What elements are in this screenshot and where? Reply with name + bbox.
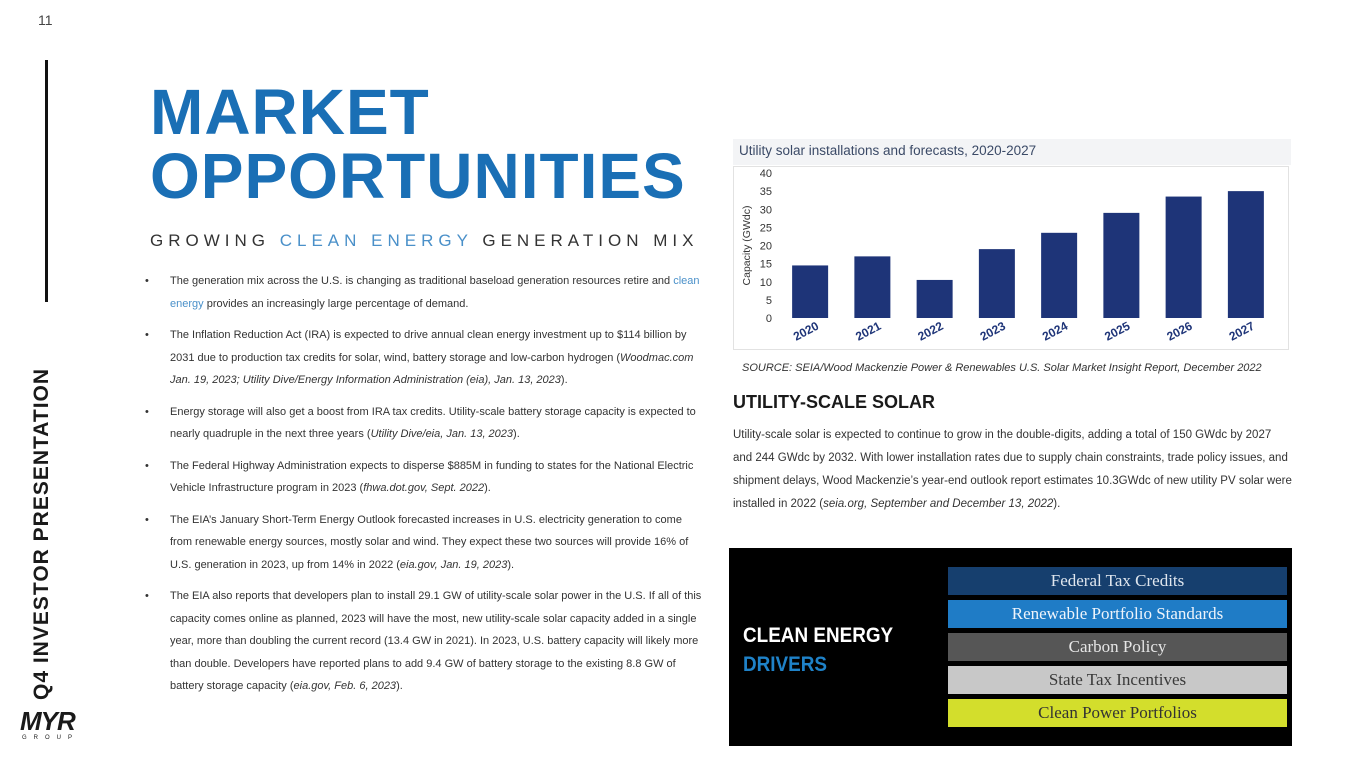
drivers-title-line-1: CLEAN ENERGY [743,624,894,647]
y-tick-label: 15 [759,258,772,271]
drivers-title-line-2: DRIVERS [743,653,828,676]
bullet-text-segment: The Inflation Reduction Act (IRA) is expected to drive annual clean energy investment up to $114 billion by 2031 due to production tax credits for solar, wind, battery storage and low-carbon hydrogen ( [170,329,687,364]
bullet-text-segment: The EIA’s January Short-Term Energy Outlook forecasted increases in U.S. electricity generation to come from renewable energy sources, mostly solar and wind. They expect these two sources will provide 16% of U.S. generation in 2023, up from 14% in 2022 ( [170,513,689,571]
y-tick-label: 30 [759,204,772,217]
subtitle-part-2: CLEAN ENERGY [279,231,473,250]
y-tick-label: 0 [765,313,772,325]
bullet-text-segment: fhwa.dot.gov, Sept. 2022 [363,482,485,494]
bullet-item [145,270,705,315]
bullet-text-segment: The Federal Highway Administration expects to disperse $885M in funding to states for the National Electric Vehicle Infrastructure program in 2023 ( [170,459,694,494]
y-tick-label: 35 [759,186,772,199]
section-body [733,424,1293,516]
y-tick-label: 40 [759,168,772,180]
chart-header [733,139,1291,165]
page-number: 11 [38,12,53,28]
bar-2025 [1103,213,1139,318]
page-subtitle [150,231,698,251]
bullet-text-segment: ). [560,374,568,386]
bar-2020 [792,265,828,318]
bullet-item [145,509,705,577]
section-body-text-segment: ). [1053,498,1061,510]
logo-subtext: GROUP [22,735,80,741]
bullet-item [145,401,705,446]
section-title: UTILITY-SCALE SOLAR [733,392,935,412]
bullet-list [145,270,705,707]
side-title: Q4 INVESTOR PRESENTATION [30,367,53,700]
y-axis-label: Capacity (GWdc) [741,205,753,286]
chart-source: SOURCE: SEIA/Wood Mackenzie Power & Renewables U.S. Solar Market Insight Report, December 2022 [742,362,1262,374]
bar-2022 [917,280,953,318]
bar-2024 [1041,233,1077,318]
section-body-text-segment: Utility-scale solar is expected to continue to grow in the double-digits, adding a total of 150 GWdc by 2027 and 244 GWdc by 2032. With lower installation rates due to supply chain constraints, trade policy issues, and shipment delays, Wood Mackenzie’s year-end outlook report estimates 10.3GWdc of new utility PV solar were installed in 2022 ( [733,429,1292,510]
bullet-item [145,324,705,392]
side-divider [45,60,48,302]
x-tick-label: 2020 [790,318,822,344]
clean-energy-drivers-panel [729,548,1292,746]
bullet-text-segment: eia.gov, Jan. 19, 2023 [399,558,508,571]
y-tick-label: 20 [759,240,772,253]
x-tick-label: 2022 [915,318,946,344]
bullet-text-segment: Energy storage will also get a boost from IRA tax credits. Utility-scale battery storage capacity is expected to nearly quadruple in the next three years ( [170,405,696,440]
drivers-title [743,621,893,679]
bar-2027 [1228,191,1264,318]
section-body-text-segment: seia.org, September and December 13, 2022 [823,498,1054,510]
bullet-text-segment: The EIA also reports that developers plan to install 29.1 GW of utility-scale solar power in the U.S. If all of this capacity comes online as planned, 2023 will have the most, new utility-scale solar capacity added in a single year, more than doubling the current record (13.4 GW in 2021). In 2023, U.S. battery capacity will likely more than double. Developers have reported plans to add 9.4 GW of battery storage to the existing 8.8 GW of battery storage capacity ( [170,590,702,692]
chart-panel [733,166,1289,350]
x-tick-label: 2026 [1164,318,1195,344]
page-title-line-1: MARKET [150,76,430,148]
x-tick-label: 2021 [853,318,884,344]
bullet-text-segment: provides an increasingly large percentage of demand. [203,297,469,310]
driver-bar: Renewable Portfolio Standards [948,600,1287,628]
bullet-text-segment: Woodmac.com Jan. 19, 2023; Utility Dive/Energy Information Administration (eia), Jan. 13, 2023 [170,351,694,386]
bullet-text-segment: The generation mix across the U.S. is changing as traditional baseload generation resources retire and [170,275,674,287]
bullet-item [145,455,705,500]
bar-2021 [854,256,890,318]
y-tick-label: 25 [759,222,772,235]
logo-wordmark: MYR [20,706,75,736]
bullet-text-segment: clean energy [170,275,700,310]
x-tick-label: 2027 [1226,318,1257,344]
subtitle-part-1: GROWING [150,231,280,250]
bullet-text-segment: ). [396,680,403,692]
x-tick-label: 2025 [1102,318,1133,344]
driver-bar: Federal Tax Credits [948,567,1287,595]
chart-title: Utility solar installations and forecasts, 2020-2027 [739,143,1037,158]
driver-bar: State Tax Incentives [948,666,1287,694]
y-tick-label: 5 [765,294,772,307]
page-title [150,76,686,212]
bullet-text-segment: ). [513,428,520,440]
x-tick-label: 2024 [1039,318,1071,344]
bullet-text-segment: ). [507,558,515,571]
y-tick-label: 10 [759,276,772,289]
bar-chart [734,167,1290,351]
page-title-line-2: OPPORTUNITIES [150,140,686,212]
bullet-text-segment: Utility Dive/eia, Jan. 13, 2023 [370,428,514,440]
bullet-text-segment: eia.gov, Feb. 6, 2023 [293,680,397,692]
bar-2026 [1166,197,1202,318]
driver-bar: Carbon Policy [948,633,1287,661]
bullet-item [145,585,705,698]
myr-group-logo [20,708,82,741]
x-tick-label: 2023 [977,318,1008,344]
driver-bar: Clean Power Portfolios [948,699,1287,727]
bullet-text-segment: ). [484,482,491,494]
bar-2023 [979,249,1015,318]
subtitle-part-3: GENERATION MIX [472,231,699,250]
